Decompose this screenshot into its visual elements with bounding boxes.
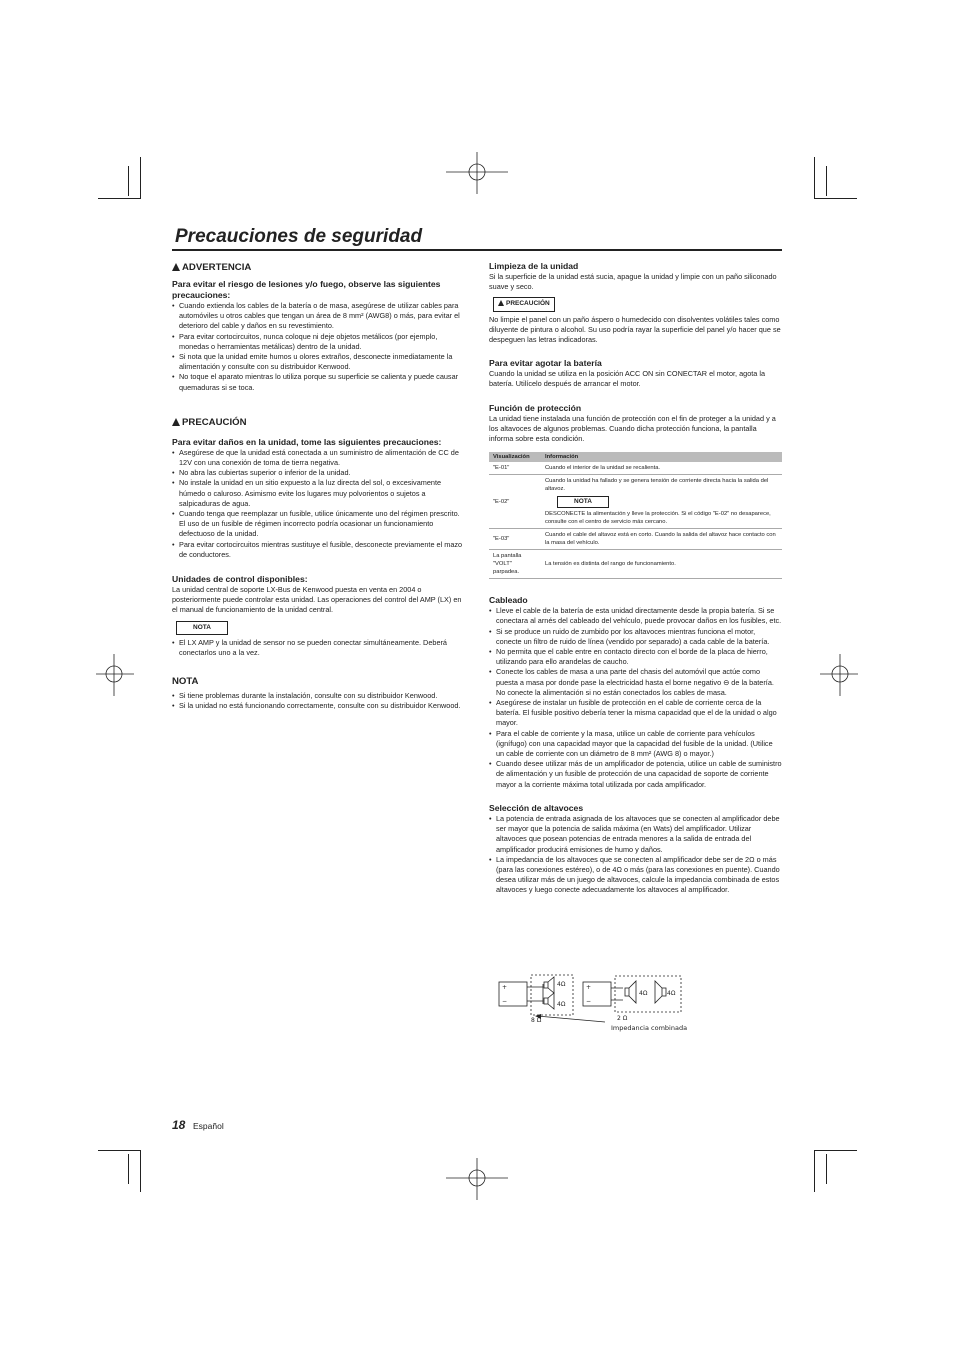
- speaker-icon: [662, 988, 666, 996]
- list-item: • No toque el aparato mientras lo utiliza porque su superficie se calienta y puede causar quemaduras si se toca.: [172, 372, 467, 392]
- impedance-total: 8 Ω: [531, 1017, 542, 1024]
- speaker-icon: [655, 981, 662, 1003]
- units-note-list: [172, 638, 467, 658]
- wiring-list: [489, 606, 782, 790]
- list-item: • Asegúrese de instalar un fusible de protección en el cable de corriente cerca de la batería. El fusible positivo debería tener la misma capacidad que el de la unidad o algo mayor.: [489, 698, 782, 729]
- table-cell: La pantalla "VOLT" parpadea.: [489, 550, 541, 579]
- impedance-label: 4Ω: [639, 990, 648, 997]
- list-item: • Si la unidad no está funcionando correctamente, consulte con su distribuidor Kenwood.: [172, 701, 467, 711]
- plus-sign: +: [586, 984, 592, 991]
- warning-icon: [172, 263, 180, 271]
- list-item: • Cuando extienda los cables de la batería o de masa, asegúrese de utilizar cables para automóviles u otros cables que tengan un área de 8 mm² (AWG8) o más, para evitar el deterioro del cable y daños en su revestimiento.: [172, 301, 467, 332]
- note-label: NOTA: [557, 496, 609, 508]
- list-item: • Si tiene problemas durante la instalación, consulte con su distribuidor Kenwood.: [172, 691, 467, 701]
- battery-text: Cuando la unidad se utiliza en la posición ACC ON sin CONECTAR el motor, agota la batería. Utilícelo después de arrancar el motor.: [489, 369, 766, 389]
- list-item: • No instale la unidad en un sitio expuesto a la luz directa del sol, o excesivamente húmedo o caluroso. Asimismo evite los lugares muy polvorientos o sujetos a salpicaduras de agua.: [172, 478, 467, 509]
- table-row: [489, 529, 782, 550]
- minus-sign: −: [586, 998, 592, 1005]
- warning-icon: [498, 300, 504, 306]
- protection-table: [489, 452, 782, 579]
- list-item: • Para evitar cortocircuitos, nunca coloque ni deje objetos metálicos (por ejemplo, monedas o herramientas metálicas) dentro de la unidad.: [172, 332, 467, 352]
- table-cell: "E-02": [489, 475, 541, 529]
- wire: [527, 984, 543, 1004]
- speaker-icon: [629, 981, 636, 1003]
- table-cell: [541, 475, 782, 529]
- table-cell: Cuando el interior de la unidad se recalienta.: [541, 462, 782, 475]
- diagram-caption: Impedancia combinada: [611, 1024, 688, 1032]
- caution-label: PRECAUCIÓN: [493, 297, 555, 311]
- nota-list: [172, 691, 467, 711]
- list-item: • Para el cable de corriente y la masa, utilice un cable de corriente para vehículos (ignífugo) con una capacidad mayor que la capacidad del fusible de la unidad. (Utilice un cable de corriente con un diámetro de 8 mm² (AWG 8) o mayor.): [489, 729, 782, 760]
- note-label: NOTA: [176, 621, 228, 635]
- footer-language: Español: [193, 1121, 224, 1131]
- speaker-icon: [544, 982, 548, 988]
- speaker-icon: [548, 993, 554, 1009]
- cleaning-caution-text: No limpie el panel con un paño áspero o humedecido con disolventes volátiles tales como diluyente de pintura o alcohol. Su uso podría rayar la superficie del panel y/o hacer que se despeguen las letras indicadoras.: [489, 314, 781, 345]
- list-item: • Cuando tenga que reemplazar un fusible, utilice únicamente uno del régimen prescrito. El uso de un fusible de régimen incorrecto podría ocasionar un funcionamiento defectuoso de la unidad.: [172, 509, 467, 540]
- list-item: • No abra las cubiertas superior o inferior de la unidad.: [172, 468, 467, 478]
- speaker-icon: [625, 988, 629, 996]
- warning-icon: [172, 418, 180, 426]
- impedance-label: 4Ω: [557, 1001, 566, 1008]
- table-row: [489, 550, 782, 579]
- table-cell: "E-03": [489, 529, 541, 550]
- warning-heading: ADVERTENCIA: [172, 262, 467, 274]
- wiring-heading: Cableado: [489, 595, 528, 606]
- wire: [611, 988, 623, 1000]
- list-item: • El LX AMP y la unidad de sensor no se pueden conectar simultáneamente. Deberá conectarlos uno a la vez.: [172, 638, 467, 658]
- page-title: Precauciones de seguridad: [175, 226, 423, 247]
- list-item: • Asegúrese de que la unidad está conectada a un suministro de alimentación de CC de 12V con una conexión de toma de tierra negativa.: [172, 448, 467, 468]
- cleaning-heading: Limpieza de la unidad: [489, 261, 579, 271]
- list-item: • Conecte los cables de masa a una parte del chasis del automóvil que actúe como puesta a masa por donde pase la electricidad hasta el borne negativo ⊖ de la batería. No conecte la alimentación si no están conectados los cables de masa.: [489, 667, 782, 698]
- speaker-icon: [548, 977, 554, 993]
- page-number: 18: [172, 1118, 186, 1132]
- impedance-label: 4Ω: [667, 990, 676, 997]
- speakers-heading: Selección de altavoces: [489, 802, 584, 813]
- table-cell-note: DESCONECTE la alimentación y lleve la protección. Si el código "E-02" no desaparece, consulte con el centro de servicio más cercano.: [545, 511, 771, 526]
- battery-heading: Para evitar agotar la batería: [489, 358, 602, 369]
- cleaning-text: Si la superficie de la unidad está sucia, apague la unidad y limpie con un paño siliconado suave y seco.: [489, 272, 777, 292]
- caution-list: [172, 448, 467, 560]
- list-item: • Cuando desee utilizar más de un amplificador de potencia, utilice un cable de suministro de alimentación y un fusible de protección de una capacidad de soporte de corriente mayor a la corriente máxima total utilizada por cada amplificador.: [489, 759, 782, 790]
- arrow-line: [537, 1016, 605, 1022]
- left-column: [172, 262, 467, 712]
- caution-heading: PRECAUCIÓN: [172, 417, 467, 429]
- impedance-total: 2 Ω: [617, 1015, 628, 1022]
- table-row: [489, 462, 782, 475]
- warning-subheading: Para evitar el riesgo de lesiones y/o fuego, observe las siguientes precauciones:: [172, 279, 441, 300]
- speaker-icon: [544, 998, 548, 1004]
- list-item: • La potencia de entrada asignada de los altavoces que se conecten al amplificador debe ser mayor que la potencia de salida máxima (en Wats) del amplificador. Utilizar altavoces que posean potencias de entrada menores a la salida de entrada del amplificador producirá emisiones de humo y daños.: [489, 814, 782, 855]
- list-item: • Lleve el cable de la batería de esta unidad directamente desde la propia batería. Si se conectara al arnés del cableado del vehículo, puede provocar daños en los fusibles, etc.: [489, 606, 782, 626]
- table-cell: La tensión es distinta del rango de funcionamiento.: [541, 550, 782, 579]
- table-header-row: [489, 452, 782, 462]
- speakers-list: [489, 814, 782, 896]
- warning-list: [172, 301, 467, 393]
- nota-heading: NOTA: [172, 676, 199, 688]
- protection-text: La unidad tiene instalada una función de protección con el fin de proteger a la unidad y a los altavoces de algunos problemas. Cuando dicha protección funciona, la pantalla informa sobre esta condición.: [489, 413, 776, 444]
- table-row: [489, 475, 782, 529]
- table-header: Información: [541, 452, 782, 462]
- list-item: • No permita que el cable entre en contacto directo con el borde de la placa de hierro, utilizando para ello arandelas de caucho.: [489, 647, 782, 667]
- table-cell-text: Cuando la unidad ha fallado y se genera tensión de corriente directa hacia la salida del altavoz.: [545, 478, 769, 493]
- list-item: • Si nota que la unidad emite humos u olores extraños, desconecte inmediatamente la alimentación y consulte con su distribuidor Kenwood.: [172, 352, 467, 372]
- impedance-diagram: [495, 972, 715, 1040]
- list-item: • Para evitar cortocircuitos mientras sustituye el fusible, desconecte previamente el mazo de conductores.: [172, 540, 467, 560]
- units-heading: Unidades de control disponibles:: [172, 574, 308, 585]
- protection-heading: Función de protección: [489, 402, 582, 413]
- units-text: La unidad central de soporte LX-Bus de Kenwood puesta en venta en 2004 o posteriormente puede controlar esta unidad. Las operaciones del control del AMP (LX) en el manual de funcionamiento de la unidad central.: [172, 585, 462, 615]
- minus-sign: −: [502, 998, 508, 1005]
- table-cell: "E-01": [489, 462, 541, 475]
- title-rule: [172, 249, 782, 251]
- plus-sign: +: [502, 984, 508, 991]
- right-column: [489, 261, 782, 896]
- table-cell: Cuando el cable del altavoz está en corto. Cuando la salida del altavoz hace contacto con la masa del vehículo.: [541, 529, 782, 550]
- caution-subheading: Para evitar daños en la unidad, tome las siguientes precauciones:: [172, 436, 442, 447]
- list-item: • La impedancia de los altavoces que se conecten al amplificador debe ser de 2Ω o más (para las conexiones estéreo), o de 4Ω o más (para las conexiones en puente). Cuando desea utilizar más de un juego de altavoces, calcule la impedancia combinada de estos altavoces y luego conecte adecuadamente los altavoces al amplificador.: [489, 855, 782, 896]
- table-header: Visualización: [489, 452, 541, 462]
- impedance-label: 4Ω: [557, 981, 566, 988]
- list-item: • Si se produce un ruido de zumbido por los altavoces mientras funciona el motor, conecte un filtro de ruido de línea (vendido por separado) a cada cable de la batería.: [489, 627, 782, 647]
